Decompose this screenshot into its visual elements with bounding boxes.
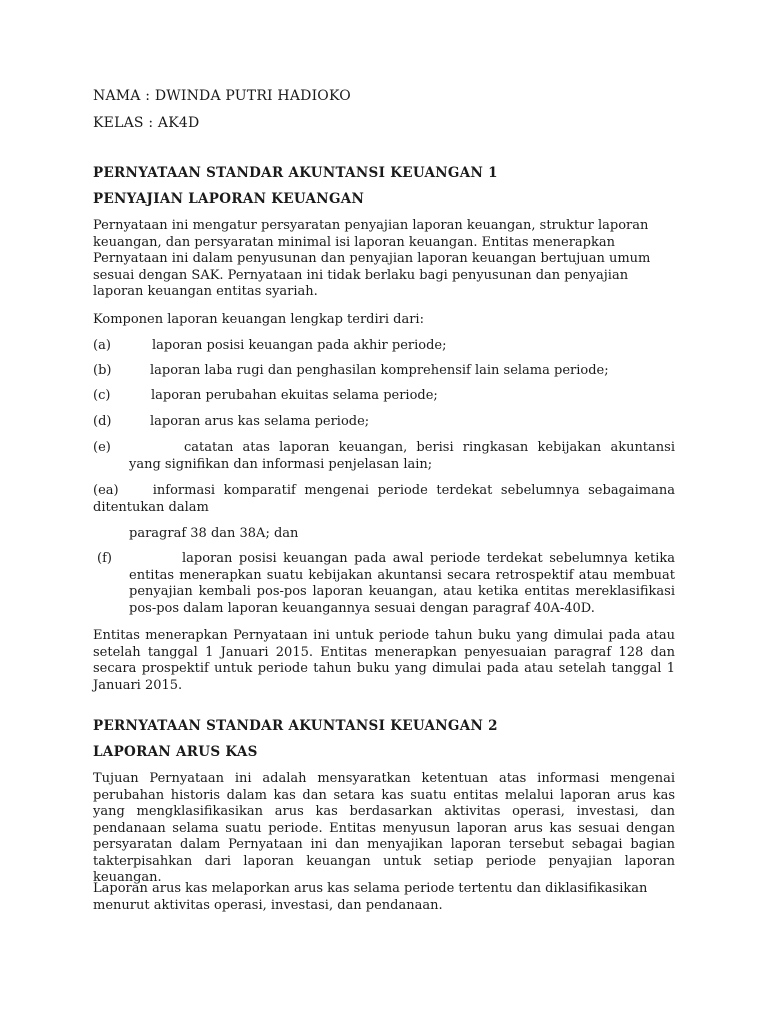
item-label: (f) xyxy=(97,551,112,566)
komponen-lead: Komponen laporan keuangan lengkap terdiri dari: xyxy=(93,312,424,327)
list-item: catatan atas laporan keuangan, berisi ringkasan kebijakan akuntansi yang signifikan dan informasi penjelasan lain; xyxy=(129,440,675,472)
list-item: laporan laba rugi dan penghasilan komprehensif lain selama periode; xyxy=(150,363,609,378)
item-label: (a) xyxy=(93,338,111,353)
psak1-title: PERNYATAAN STANDAR AKUNTANSI KEUANGAN 1 xyxy=(93,165,498,181)
psak2-paragraph-2: Laporan arus kas melaporkan arus kas selama periode tertentu dan diklasifikasikan menurut aktivitas operasi, investasi, dan pendanaan. xyxy=(93,881,648,913)
psak2-subtitle: LAPORAN ARUS KAS xyxy=(93,744,258,760)
list-item: (ea) informasi komparatif mengenai periode terdekat sebelumnya sebagaimana ditentukan dalam xyxy=(93,483,676,515)
psak1-subtitle: PENYAJIAN LAPORAN KEUANGAN xyxy=(93,191,365,207)
item-label: (b) xyxy=(93,363,112,378)
item-label: (e) xyxy=(93,440,111,455)
student-name: NAMA : DWINDA PUTRI HADIOKO xyxy=(93,88,351,104)
item-label: (c) xyxy=(93,388,111,403)
list-item-continuation: paragraf 38 dan 38A; dan xyxy=(129,526,299,541)
list-item: laporan perubahan ekuitas selama periode; xyxy=(151,388,438,403)
psak1-closing: Entitas menerapkan Pernyataan ini untuk periode tahun buku yang dimulai pada atau setelah tanggal 1 Januari 2015. Entitas menerapkan penyesuaian paragraf 128 dan secara prospektif untuk periode tahun buku yang dimulai pada atau setelah tanggal 1 Januari 2015. xyxy=(93,628,675,693)
psak1-intro: Pernyataan ini mengatur persyaratan penyajian laporan keuangan, struktur laporan keuangan, dan persyaratan minimal isi laporan keuangan. Entitas menerapkan Pernyataan ini dalam penyusunan dan penyajian laporan keuangan bertujuan umum sesuai dengan SAK. Pernyataan ini tidak berlaku bagi penyusunan dan penyajian laporan keuangan entitas syariah. xyxy=(93,218,651,299)
psak2-paragraph-1: Tujuan Pernyataan ini adalah mensyaratkan ketentuan atas informasi mengenai perubahan historis dalam kas dan setara kas suatu entitas melalui laporan arus kas yang mengklasifikasikan arus kas berdasarkan aktivitas operasi, investasi, dan pendanaan selama suatu periode. Entitas menyusun laporan arus kas sesuai dengan persyaratan dalam Pernyataan ini dan menyajikan laporan tersebut sebagai bagian takterpisahkan dari laporan keuangan untuk setiap periode penyajian laporan keuangan. xyxy=(93,771,675,885)
list-item: laporan posisi keuangan pada awal periode terdekat sebelumnya ketika entitas menerapkan suatu kebijakan akuntansi secara retrospektif atau membuat penyajian kembali pos-pos laporan keuangan, atau ketika entitas mereklasifikasi pos-pos dalam laporan keuangannya sesuai dengan paragraf 40A-40D. xyxy=(129,551,675,616)
psak2-title: PERNYATAAN STANDAR AKUNTANSI KEUANGAN 2 xyxy=(93,718,498,734)
item-label: (d) xyxy=(93,414,112,429)
student-class: KELAS : AK4D xyxy=(93,115,200,131)
list-item: laporan arus kas selama periode; xyxy=(150,414,370,429)
list-item: laporan posisi keuangan pada akhir periode; xyxy=(152,338,447,353)
